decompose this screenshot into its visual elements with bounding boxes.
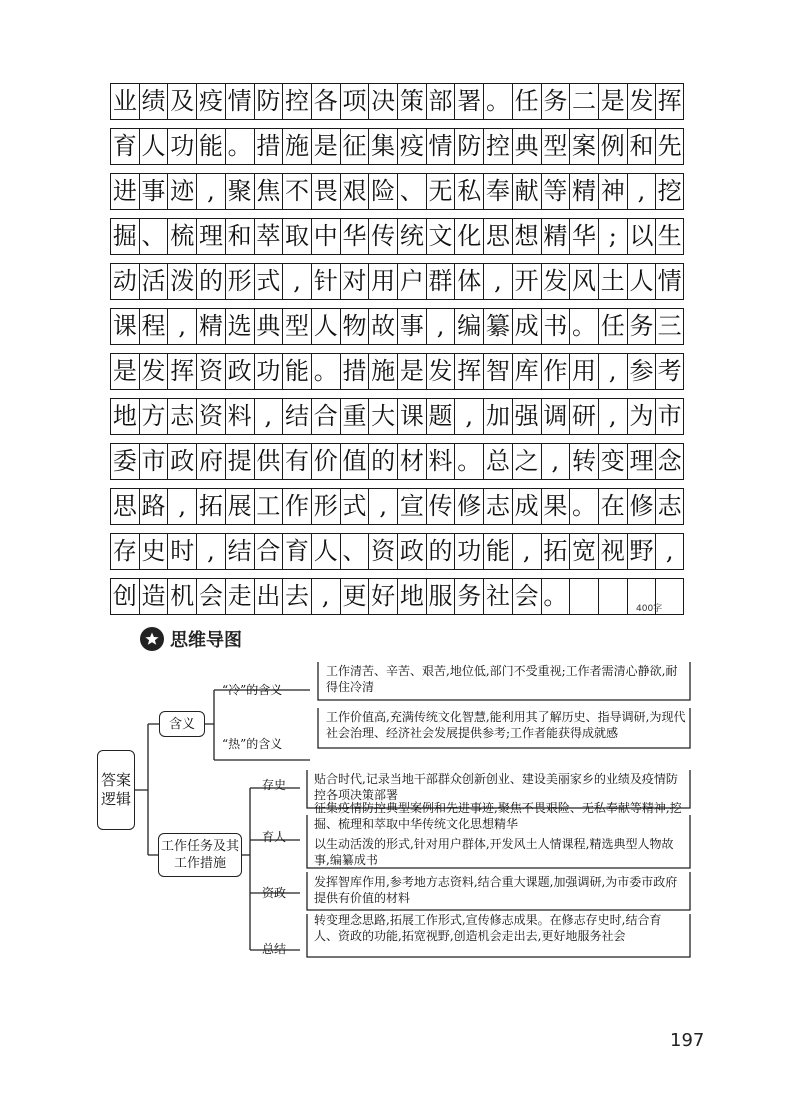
essay-char: 疫 bbox=[397, 128, 426, 164]
essay-char: 志 bbox=[167, 398, 196, 434]
essay-char: 。 bbox=[569, 308, 598, 344]
essay-char: 精 bbox=[541, 218, 570, 254]
essay-char: , bbox=[311, 578, 340, 614]
essay-char: 资 bbox=[196, 353, 225, 389]
essay-char: 委 bbox=[110, 443, 139, 479]
essay-char: 业 bbox=[110, 83, 139, 119]
essay-char: 智 bbox=[483, 353, 512, 389]
essay-char: 选 bbox=[225, 308, 254, 344]
essay-char: 奉 bbox=[483, 173, 512, 209]
essay-char: 是 bbox=[598, 83, 627, 119]
essay-char: , bbox=[196, 533, 225, 569]
essay-char: 服 bbox=[426, 578, 455, 614]
essay-char: 方 bbox=[139, 398, 168, 434]
branch-tasks: 工作任务及其工作措施 bbox=[158, 833, 242, 877]
essay-char: 焦 bbox=[254, 173, 283, 209]
essay-char: 化 bbox=[454, 218, 483, 254]
essay-char: , bbox=[426, 308, 455, 344]
essay-char: 等 bbox=[541, 173, 570, 209]
essay-row bbox=[110, 488, 684, 524]
essay-char: 作 bbox=[541, 353, 570, 389]
essay-char: 宣 bbox=[397, 488, 426, 524]
essay-char: 施 bbox=[282, 128, 311, 164]
essay-char: , bbox=[598, 353, 627, 389]
essay-char: 变 bbox=[598, 443, 627, 479]
essay-row bbox=[110, 218, 684, 254]
essay-char: , bbox=[167, 488, 196, 524]
essay-char: 动 bbox=[110, 263, 139, 299]
essay-char: 。 bbox=[225, 128, 254, 164]
essay-char: 出 bbox=[254, 578, 283, 614]
essay-char: 能 bbox=[282, 353, 311, 389]
essay-row bbox=[110, 308, 684, 344]
essay-char: 市 bbox=[655, 398, 684, 434]
essay-char: 华 bbox=[569, 218, 598, 254]
essay-char: 机 bbox=[167, 578, 196, 614]
essay-char: 华 bbox=[340, 218, 369, 254]
essay-char: 任 bbox=[512, 83, 541, 119]
hot-meaning-text: 工作价值高,充满传统文化智慧,能利用其了解历史、指导调研,为现代社会治理、经济社会发展提供参考;工作者能获得成就感 bbox=[326, 710, 686, 740]
essay-char: 以 bbox=[627, 218, 656, 254]
essay-char: 强 bbox=[512, 398, 541, 434]
essay-char: 合 bbox=[254, 533, 283, 569]
essay-char: 开 bbox=[512, 263, 541, 299]
essay-char: 存 bbox=[110, 533, 139, 569]
essay-char: 材 bbox=[397, 443, 426, 479]
essay-char: 总 bbox=[483, 443, 512, 479]
essay-char: 史 bbox=[139, 533, 168, 569]
mindmap-title: 思维导图 bbox=[170, 630, 242, 651]
essay-char: 先 bbox=[655, 128, 684, 164]
essay-char: 考 bbox=[655, 353, 684, 389]
essay-char: 会 bbox=[512, 578, 541, 614]
essay-char: 人 bbox=[139, 128, 168, 164]
essay-char: 挖 bbox=[655, 173, 684, 209]
essay-char: 志 bbox=[655, 488, 684, 524]
essay-char: 萃 bbox=[254, 218, 283, 254]
essay-char: 政 bbox=[167, 443, 196, 479]
essay-char: , bbox=[655, 533, 684, 569]
essay-char: 策 bbox=[397, 83, 426, 119]
essay-char: , bbox=[282, 263, 311, 299]
essay-char: 纂 bbox=[483, 308, 512, 344]
essay-char: 献 bbox=[512, 173, 541, 209]
essay-char: 价 bbox=[311, 443, 340, 479]
essay-char: 形 bbox=[311, 488, 340, 524]
mindmap-heading bbox=[140, 626, 242, 652]
essay-char: 式 bbox=[340, 488, 369, 524]
essay-char: 值 bbox=[340, 443, 369, 479]
essay-char: 和 bbox=[627, 128, 656, 164]
essay-char: 型 bbox=[282, 308, 311, 344]
essay-char: 。 bbox=[311, 353, 340, 389]
essay-char: 结 bbox=[282, 398, 311, 434]
essay-char: 的 bbox=[368, 443, 397, 479]
essay-char: 提 bbox=[225, 443, 254, 479]
essay-row bbox=[110, 443, 684, 479]
essay-char: 课 bbox=[397, 398, 426, 434]
essay-char: 的 bbox=[196, 263, 225, 299]
essay-char: 人 bbox=[311, 533, 340, 569]
essay-char: 视 bbox=[598, 533, 627, 569]
branch-meaning: 含义 bbox=[159, 711, 205, 737]
essay-char: , bbox=[541, 443, 570, 479]
essay-char: 文 bbox=[426, 218, 455, 254]
essay-char: 挥 bbox=[167, 353, 196, 389]
essay-row bbox=[110, 83, 684, 119]
essay-char: 大 bbox=[368, 398, 397, 434]
hot-meaning-label: “热”的含义 bbox=[222, 737, 283, 751]
essay-char: 故 bbox=[368, 308, 397, 344]
essay-char: 想 bbox=[512, 218, 541, 254]
essay-char: 创 bbox=[110, 578, 139, 614]
essay-char: 发 bbox=[139, 353, 168, 389]
essay-char: 二 bbox=[569, 83, 598, 119]
essay-char: 育 bbox=[110, 128, 139, 164]
essay-char: 不 bbox=[282, 173, 311, 209]
yuren-label: 育人 bbox=[262, 830, 287, 844]
essay-char: 形 bbox=[225, 263, 254, 299]
essay-row bbox=[110, 578, 684, 614]
essay-char: 理 bbox=[627, 443, 656, 479]
essay-char: 有 bbox=[282, 443, 311, 479]
essay-char: 。 bbox=[569, 488, 598, 524]
essay-char: 是 bbox=[110, 353, 139, 389]
essay-char: 市 bbox=[139, 443, 168, 479]
essay-row bbox=[110, 173, 684, 209]
essay-char: 政 bbox=[397, 533, 426, 569]
essay-char: 能 bbox=[196, 128, 225, 164]
essay-char: 修 bbox=[627, 488, 656, 524]
essay-char: 研 bbox=[569, 398, 598, 434]
essay-char: 结 bbox=[225, 533, 254, 569]
essay-char: 功 bbox=[167, 128, 196, 164]
essay-char: 精 bbox=[196, 308, 225, 344]
essay-char: 展 bbox=[225, 488, 254, 524]
essay-char: 书 bbox=[541, 308, 570, 344]
essay-char: 程 bbox=[139, 308, 168, 344]
essay-char: , bbox=[368, 488, 397, 524]
essay-char: 地 bbox=[110, 398, 139, 434]
essay-char: 之 bbox=[512, 443, 541, 479]
essay-char: 传 bbox=[368, 218, 397, 254]
essay-char: 野 bbox=[627, 533, 656, 569]
essay-char: 挥 bbox=[454, 353, 483, 389]
essay-char: 转 bbox=[569, 443, 598, 479]
essay-char: 案 bbox=[569, 128, 598, 164]
essay-char: 成 bbox=[512, 308, 541, 344]
essay-char: 务 bbox=[541, 83, 570, 119]
essay-char: 、 bbox=[397, 173, 426, 209]
essay-char: 典 bbox=[254, 308, 283, 344]
essay-char: 风 bbox=[569, 263, 598, 299]
yuren-text-2: 以生动活泼的形式,针对用户群体,开发风土人情课程,精选典型人物故事,编纂成书 bbox=[314, 837, 674, 867]
essay-row bbox=[110, 533, 684, 569]
summary-label: 总结 bbox=[262, 942, 287, 956]
essay-char: , bbox=[454, 398, 483, 434]
essay-char: , bbox=[512, 533, 541, 569]
essay-char: 中 bbox=[311, 218, 340, 254]
essay-char: 事 bbox=[139, 173, 168, 209]
essay-char: 型 bbox=[541, 128, 570, 164]
essay-char: 措 bbox=[340, 353, 369, 389]
essay-char: 是 bbox=[311, 128, 340, 164]
essay-char: 各 bbox=[311, 83, 340, 119]
essay-char: 工 bbox=[254, 488, 283, 524]
essay-char: 绩 bbox=[139, 83, 168, 119]
essay-char: 念 bbox=[655, 443, 684, 479]
essay-char: 题 bbox=[426, 398, 455, 434]
essay-char: 时 bbox=[167, 533, 196, 569]
essay-char: 好 bbox=[368, 578, 397, 614]
essay-char: 社 bbox=[483, 578, 512, 614]
essay-char: 活 bbox=[139, 263, 168, 299]
essay-char: 发 bbox=[627, 83, 656, 119]
essay-char: 集 bbox=[368, 128, 397, 164]
essay-char: 式 bbox=[254, 263, 283, 299]
essay-char: 在 bbox=[598, 488, 627, 524]
essay-char: 和 bbox=[225, 218, 254, 254]
essay-row bbox=[110, 128, 684, 164]
essay-char: , bbox=[254, 398, 283, 434]
essay-char: 、 bbox=[139, 218, 168, 254]
yuren-text-1: 征集疫情防控典型案例和先进事迹,聚焦不畏艰险、无私奉献等精神,挖掘、梳理和萃取中华传统文化思想精华 bbox=[314, 801, 682, 831]
essay-char: 务 bbox=[627, 308, 656, 344]
essay-char: 资 bbox=[368, 533, 397, 569]
essay-char: 、 bbox=[340, 533, 369, 569]
essay-char: 料 bbox=[225, 398, 254, 434]
essay-char: 对 bbox=[340, 263, 369, 299]
essay-char: 参 bbox=[627, 353, 656, 389]
zizheng-text: 发挥智库作用,参考地方志资料,结合重大课题,加强调研,为市委市政府提供有价值的材料 bbox=[314, 875, 678, 905]
essay-char: 造 bbox=[139, 578, 168, 614]
essay-char: , bbox=[167, 308, 196, 344]
essay-char: 典 bbox=[512, 128, 541, 164]
essay-char: 政 bbox=[225, 353, 254, 389]
mindmap-root: 答案逻辑 bbox=[97, 750, 135, 830]
essay-char: 更 bbox=[340, 578, 369, 614]
essay-char: 迹 bbox=[167, 173, 196, 209]
essay-char: 体 bbox=[454, 263, 483, 299]
essay-row bbox=[110, 263, 684, 299]
essay-char: 神 bbox=[598, 173, 627, 209]
essay-char: 思 bbox=[110, 488, 139, 524]
essay-char: 精 bbox=[569, 173, 598, 209]
essay-char: 险 bbox=[368, 173, 397, 209]
essay-char: 挥 bbox=[655, 83, 684, 119]
essay-char: 聚 bbox=[225, 173, 254, 209]
page-number: 197 bbox=[670, 1030, 705, 1051]
essay-char: 例 bbox=[598, 128, 627, 164]
essay-char: 宽 bbox=[569, 533, 598, 569]
essay-char: 控 bbox=[483, 128, 512, 164]
essay-char: 思 bbox=[483, 218, 512, 254]
essay-char: 加 bbox=[483, 398, 512, 434]
essay-char: 为 bbox=[627, 398, 656, 434]
essay-char: 路 bbox=[139, 488, 168, 524]
essay-char bbox=[598, 578, 627, 614]
essay-char: 取 bbox=[282, 218, 311, 254]
essay-char: 的 bbox=[426, 533, 455, 569]
essay-char: 发 bbox=[426, 353, 455, 389]
essay-char: 作 bbox=[282, 488, 311, 524]
essay-char: 户 bbox=[397, 263, 426, 299]
essay-char: 征 bbox=[340, 128, 369, 164]
essay-char: 地 bbox=[397, 578, 426, 614]
essay-char: 成 bbox=[512, 488, 541, 524]
essay-char: 。 bbox=[541, 578, 570, 614]
essay-char: 艰 bbox=[340, 173, 369, 209]
word-count: 400字 bbox=[636, 604, 663, 614]
essay-char: 人 bbox=[311, 308, 340, 344]
cunshi-label: 存史 bbox=[262, 778, 287, 792]
essay-row bbox=[110, 398, 684, 434]
essay-char: , bbox=[196, 173, 225, 209]
essay-char: 梳 bbox=[167, 218, 196, 254]
essay-char: 育 bbox=[282, 533, 311, 569]
essay-char: 走 bbox=[225, 578, 254, 614]
essay-char: 项 bbox=[340, 83, 369, 119]
essay-char: 防 bbox=[254, 83, 283, 119]
essay-char: 三 bbox=[655, 308, 684, 344]
essay-char: 土 bbox=[598, 263, 627, 299]
essay-char: 功 bbox=[454, 533, 483, 569]
essay-char: 统 bbox=[397, 218, 426, 254]
cold-meaning-text: 工作清苦、辛苦、艰苦,地位低,部门不受重视;工作者需清心静欲,耐得住冷清 bbox=[326, 664, 678, 694]
essay-char: 施 bbox=[368, 353, 397, 389]
essay-char: 拓 bbox=[196, 488, 225, 524]
essay-char: 针 bbox=[311, 263, 340, 299]
essay-char: ; bbox=[598, 218, 627, 254]
essay-char: 拓 bbox=[541, 533, 570, 569]
summary-text: 转变理念思路,拓展工作形式,宣传修志成果。在修志存史时,结合育人、资政的功能,拓宽视野,创造机会走出去,更好地服务社会 bbox=[314, 913, 662, 943]
essay-char bbox=[569, 578, 598, 614]
essay-char: 发 bbox=[541, 263, 570, 299]
essay-char: 情 bbox=[655, 263, 684, 299]
essay-char: 功 bbox=[254, 353, 283, 389]
essay-char: 进 bbox=[110, 173, 139, 209]
essay-char: 志 bbox=[483, 488, 512, 524]
essay-char: 去 bbox=[282, 578, 311, 614]
essay-char: 及 bbox=[167, 83, 196, 119]
essay-char: 课 bbox=[110, 308, 139, 344]
essay-char: 供 bbox=[254, 443, 283, 479]
essay-char: 果 bbox=[541, 488, 570, 524]
essay-char: 修 bbox=[454, 488, 483, 524]
essay-char: 生 bbox=[655, 218, 684, 254]
essay-char: 编 bbox=[454, 308, 483, 344]
essay-char: 情 bbox=[225, 83, 254, 119]
essay-char: 用 bbox=[368, 263, 397, 299]
essay-char: 重 bbox=[340, 398, 369, 434]
essay-char: 防 bbox=[454, 128, 483, 164]
essay-char: 调 bbox=[541, 398, 570, 434]
essay-char: 署 bbox=[454, 83, 483, 119]
essay-char: 私 bbox=[454, 173, 483, 209]
essay-char: 措 bbox=[254, 128, 283, 164]
essay-char: 掘 bbox=[110, 218, 139, 254]
essay-char: 决 bbox=[368, 83, 397, 119]
essay-char: 物 bbox=[340, 308, 369, 344]
essay-char: , bbox=[627, 173, 656, 209]
essay-char: 是 bbox=[397, 353, 426, 389]
essay-row bbox=[110, 353, 684, 389]
essay-char: , bbox=[598, 398, 627, 434]
star-badge-icon bbox=[140, 627, 164, 651]
essay-char: 人 bbox=[627, 263, 656, 299]
essay-char: 能 bbox=[483, 533, 512, 569]
essay-char: 控 bbox=[282, 83, 311, 119]
essay-char: 部 bbox=[426, 83, 455, 119]
essay-char: 泼 bbox=[167, 263, 196, 299]
essay-char: 资 bbox=[196, 398, 225, 434]
essay-char: 。 bbox=[483, 83, 512, 119]
essay-char: 合 bbox=[311, 398, 340, 434]
essay-char: 群 bbox=[426, 263, 455, 299]
essay-char: 。 bbox=[454, 443, 483, 479]
essay-char: 理 bbox=[196, 218, 225, 254]
essay-char: 库 bbox=[512, 353, 541, 389]
essay-char: 会 bbox=[196, 578, 225, 614]
essay-char: 任 bbox=[598, 308, 627, 344]
cold-meaning-label: “冷”的含义 bbox=[222, 683, 283, 697]
essay-char: 府 bbox=[196, 443, 225, 479]
essay-char: 务 bbox=[454, 578, 483, 614]
essay-char: 料 bbox=[426, 443, 455, 479]
essay-char: 情 bbox=[426, 128, 455, 164]
essay-char: 传 bbox=[426, 488, 455, 524]
essay-char: 事 bbox=[397, 308, 426, 344]
essay-char: 用 bbox=[569, 353, 598, 389]
essay-char: , bbox=[483, 263, 512, 299]
cunshi-text: 贴合时代,记录当地干部群众创新创业、建设美丽家乡的业绩及疫情防控各项决策部署 bbox=[314, 772, 678, 802]
essay-char: 疫 bbox=[196, 83, 225, 119]
essay-char: 无 bbox=[426, 173, 455, 209]
zizheng-label: 资政 bbox=[262, 886, 287, 900]
essay-char: 畏 bbox=[311, 173, 340, 209]
